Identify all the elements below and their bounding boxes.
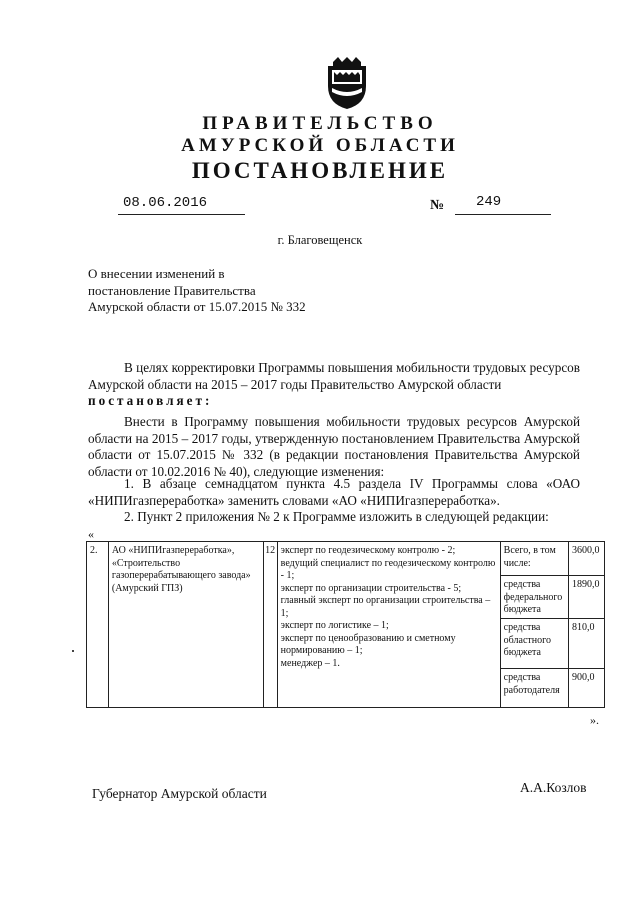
preamble-text: В целях корректировки Программы повышения мобильности трудовых ресурсов Амурской области на 2015 – 2017 годы Правительство Амурской области xyxy=(88,360,580,392)
funding-label-federal: средства федерального бюджета xyxy=(501,575,568,618)
coat-of-arms-emblem xyxy=(324,56,370,110)
funding-label-regional: средства областного бюджета xyxy=(501,618,568,668)
document-number: 249 xyxy=(476,194,502,210)
signatory-position: Губернатор Амурской области xyxy=(92,786,267,801)
date-underline xyxy=(118,214,245,215)
number-underline xyxy=(455,214,551,215)
region-title: АМУРСКОЙ ОБЛАСТИ xyxy=(181,135,459,156)
item-1-text: 1. В абзаце семнадцатом пункта 4.5 раздела IV Программы слова «ОАО «НИПИгазпереработка» заменить словами «АО «НИПИгазпереработка». xyxy=(88,476,580,508)
paragraph-item-2 xyxy=(88,509,580,526)
document-type: ПОСТАНОВЛЕНИЕ xyxy=(191,158,449,183)
government-title: ПРАВИТЕЛЬСТВО xyxy=(202,113,438,134)
funding-label-total: Всего, в том числе: xyxy=(503,545,556,569)
program-table xyxy=(86,541,605,708)
table-cell-funding-values xyxy=(569,542,605,708)
table-cell-positions xyxy=(277,542,500,708)
changes-text: Внести в Программу повышения мобильности трудовых ресурсов Амурской области на 2015 – 2017 годы, утвержденную постановлением Правительства Амурской области от 15.07.2015 № 332 (в редакции постановления Правительства Амурской области от 10.02.2016 № 40), следующие изменения: xyxy=(88,414,580,479)
paragraph-item-1 xyxy=(88,476,580,509)
funding-value-employer: 900,0 xyxy=(569,668,604,707)
paragraph-preamble xyxy=(88,360,580,410)
table-cell-row-number: 2. xyxy=(87,542,109,708)
funding-value-regional: 810,0 xyxy=(569,618,604,668)
item-2-text: 2. Пункт 2 приложения № 2 к Программе изложить в следующей редакции: xyxy=(124,509,549,524)
quote-open: « xyxy=(88,527,94,541)
document-date: 08.06.2016 xyxy=(123,195,208,211)
funding-value-total: 3600,0 xyxy=(572,545,600,556)
positions-list: эксперт по геодезическому контролю - 2; ведущий специалист по геодезическому контролю - 1; эксперт по организации строительства - 5; главный эксперт по организации строительства – 1; эксперт по логистике – 1; эксперт по ценообразованию и сметному нормированию – 1; менеджер – 1. xyxy=(280,545,496,669)
funding-value-federal: 1890,0 xyxy=(569,575,604,618)
document-subject: О внесении изменений в постановление Правительства Амурской области от 15.07.2015 № 332 xyxy=(88,266,306,314)
number-sign: № xyxy=(430,198,445,213)
table-row xyxy=(87,542,605,708)
scan-speck xyxy=(72,650,74,652)
city: г. Благовещенск xyxy=(277,233,363,247)
preamble-verb: постановляет: xyxy=(88,393,213,409)
paragraph-changes xyxy=(88,414,580,480)
table-cell-count: 12 xyxy=(264,542,278,708)
quote-close: ». xyxy=(590,713,599,727)
table-cell-organization: АО «НИПИгазпереработка», «Строительство газоперерабатывающего завода» (Амурский ГПЗ) xyxy=(108,542,263,708)
table-cell-funding-labels xyxy=(500,542,568,708)
signatory-name: А.А.Козлов xyxy=(520,780,587,795)
funding-label-employer: средства работодателя xyxy=(501,668,568,707)
